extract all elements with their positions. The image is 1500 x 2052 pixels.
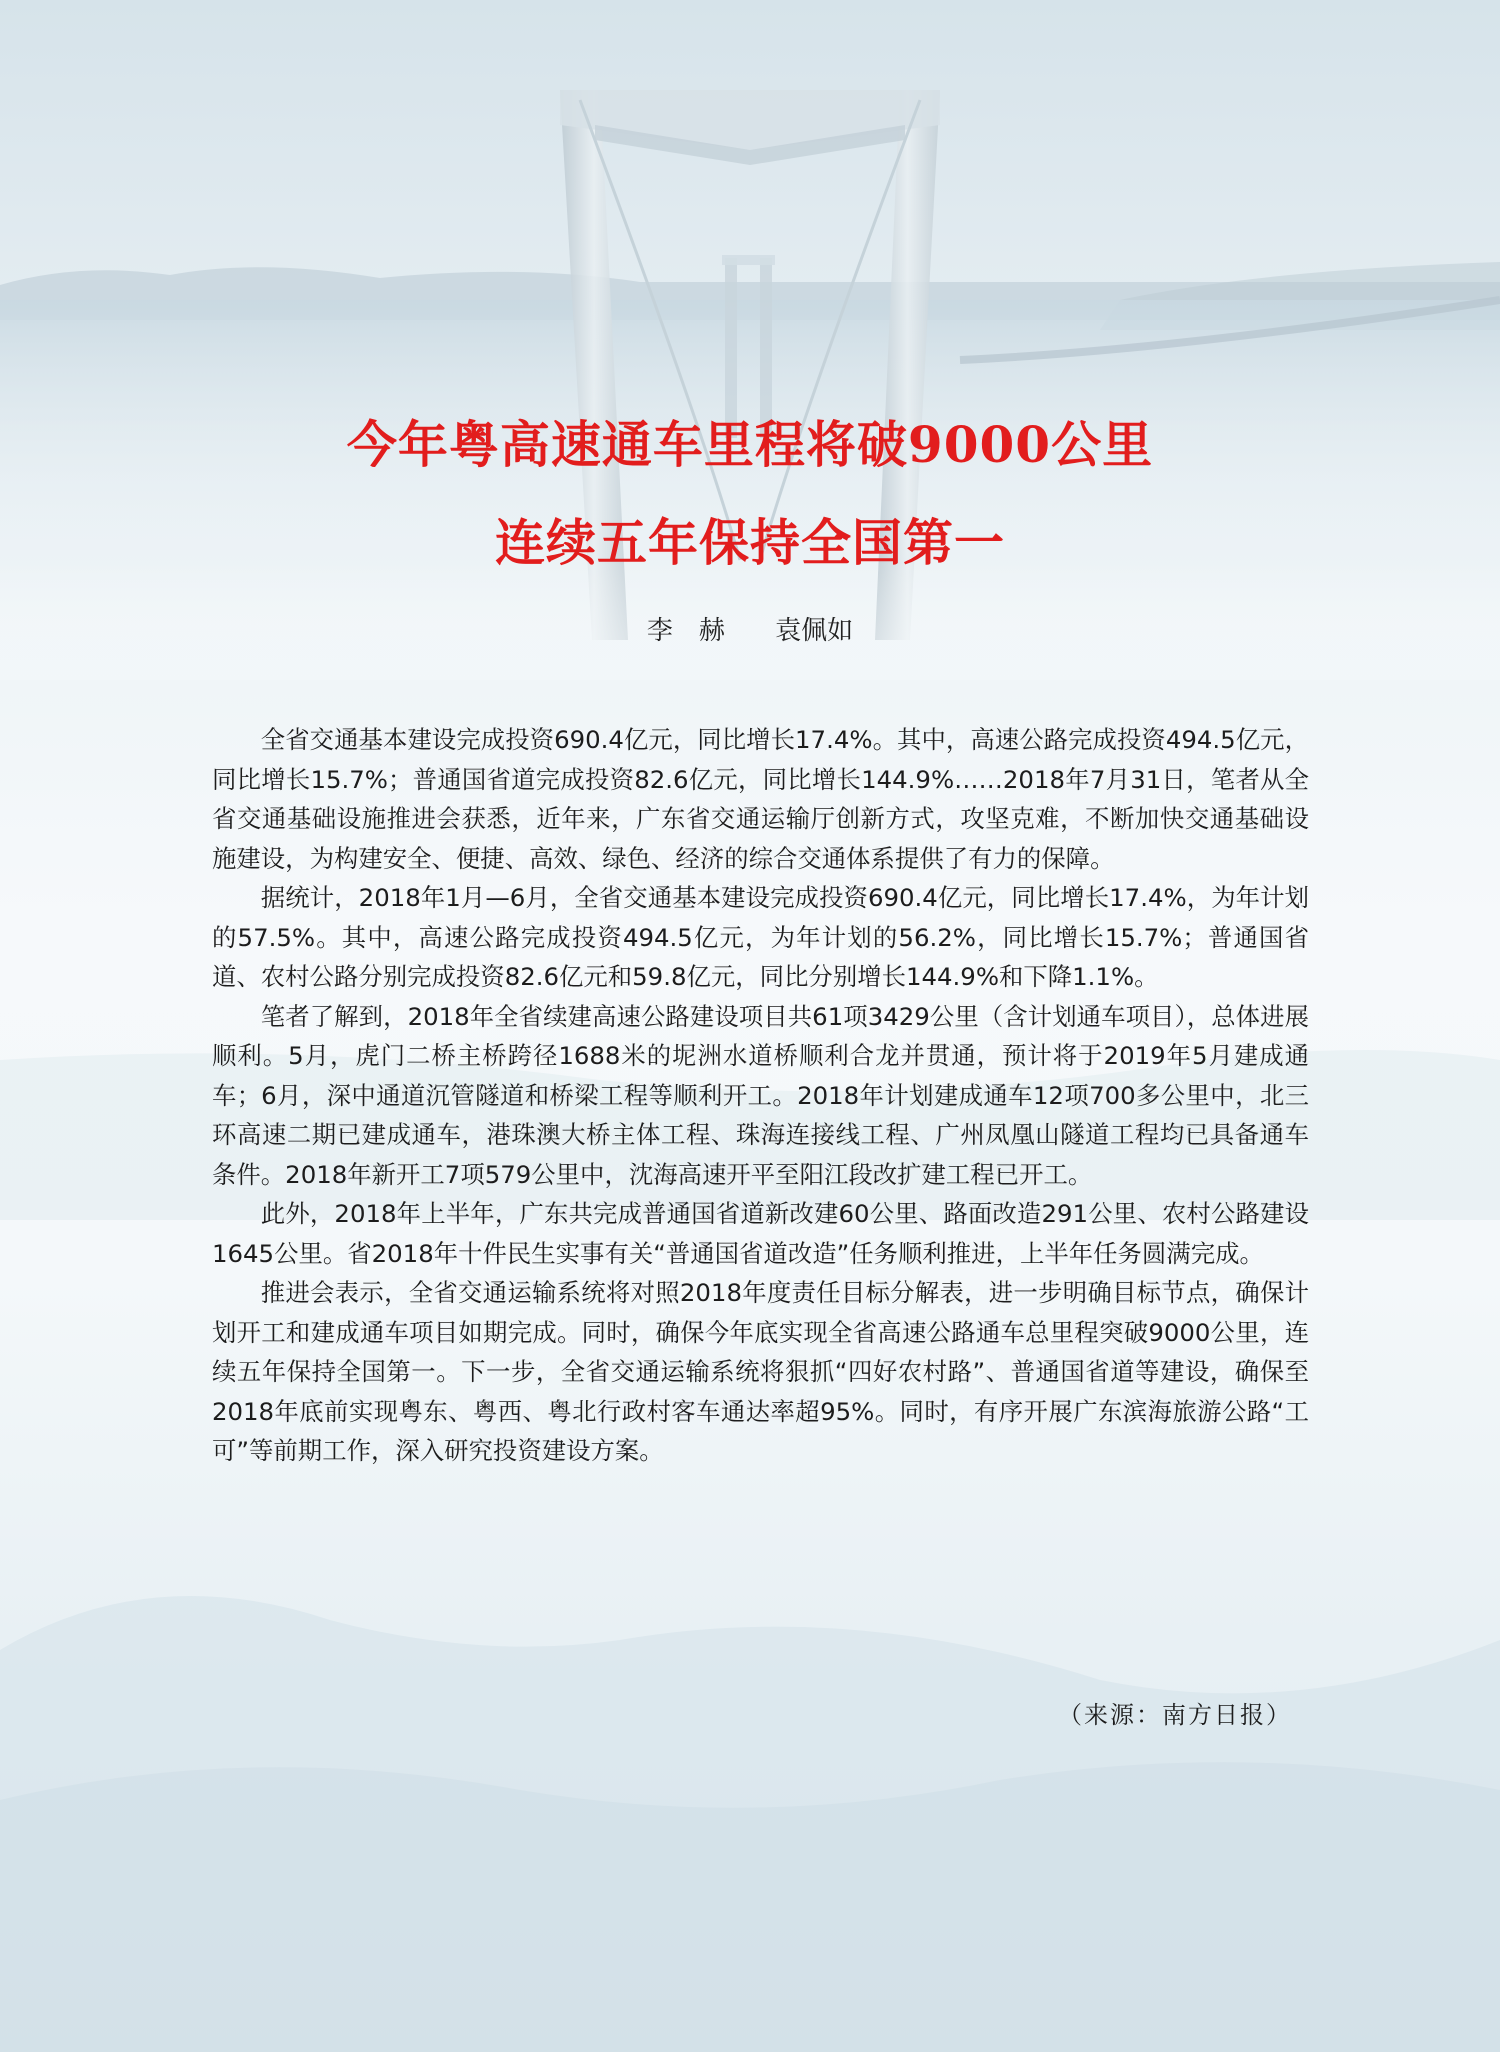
author-name: 袁佩如	[775, 616, 854, 646]
article-body	[212, 720, 1309, 1471]
article-source: （来源：南方日报）	[1058, 1701, 1292, 1729]
article-paragraph: 据统计，2018年1月—6月，全省交通基本建设完成投资690.4亿元，同比增长17.4%，为年计划的57.5%。其中，高速公路完成投资494.5亿元，为年计划的56.2%，同比增长15.7%；普通国省道、农村公路分别完成投资82.6亿元和59.8亿元，同比分别增长144.9%和下降1.1%。	[212, 883, 1309, 991]
author-name: 李 赫	[646, 616, 725, 646]
article-authors	[0, 610, 1500, 647]
article-title-line-2: 连续五年保持全国第一	[495, 513, 1005, 572]
article-paragraph: 笔者了解到，2018年全省续建高速公路建设项目共61项3429公里（含计划通车项目），总体进展顺利。5月，虎门二桥主桥跨径1688米的坭洲水道桥顺利合龙并贯通，预计将于2019年5月建成通车；6月，深中通道沉管隧道和桥梁工程等顺利开工。2018年计划建成通车12项700多公里中，北三环高速二期已建成通车，港珠澳大桥主体工程、珠海连接线工程、广州凤凰山隧道工程均已具备通车条件。2018年新开工7项579公里中，沈海高速开平至阳江段改扩建工程已开工。	[212, 1001, 1309, 1189]
article-paragraph: 全省交通基本建设完成投资690.4亿元，同比增长17.4%。其中，高速公路完成投资494.5亿元，同比增长15.7%；普通国省道完成投资82.6亿元，同比增长144.9%……2018年7月31日，笔者从全省交通基础设施推进会获悉，近年来，广东省交通运输厅创新方式，攻坚克难，不断加快交通基础设施建设，为构建安全、便捷、高效、绿色、经济的综合交通体系提供了有力的保障。	[212, 725, 1309, 873]
article-paragraph: 推进会表示，全省交通运输系统将对照2018年度责任目标分解表，进一步明确目标节点，确保计划开工和建成通车项目如期完成。同时，确保今年底实现全省高速公路通车总里程突破9000公里，连续五年保持全国第一。下一步，全省交通运输系统将狠抓“四好农村路”、普通国省道等建设，确保至2018年底前实现粤东、粤西、粤北行政村客车通达率超95%。同时，有序开展广东滨海旅游公路“工可”等前期工作，深入研究投资建设方案。	[212, 1278, 1309, 1465]
article-title-line-1: 今年粤高速通车里程将破9000公里	[346, 415, 1154, 474]
article-paragraph: 此外，2018年上半年，广东共完成普通国省道新改建60公里、路面改造291公里、农村公路建设1645公里。省2018年十件民生实事有关“普通国省道改造”任务顺利推进，上半年任务圆满完成。	[212, 1199, 1309, 1268]
